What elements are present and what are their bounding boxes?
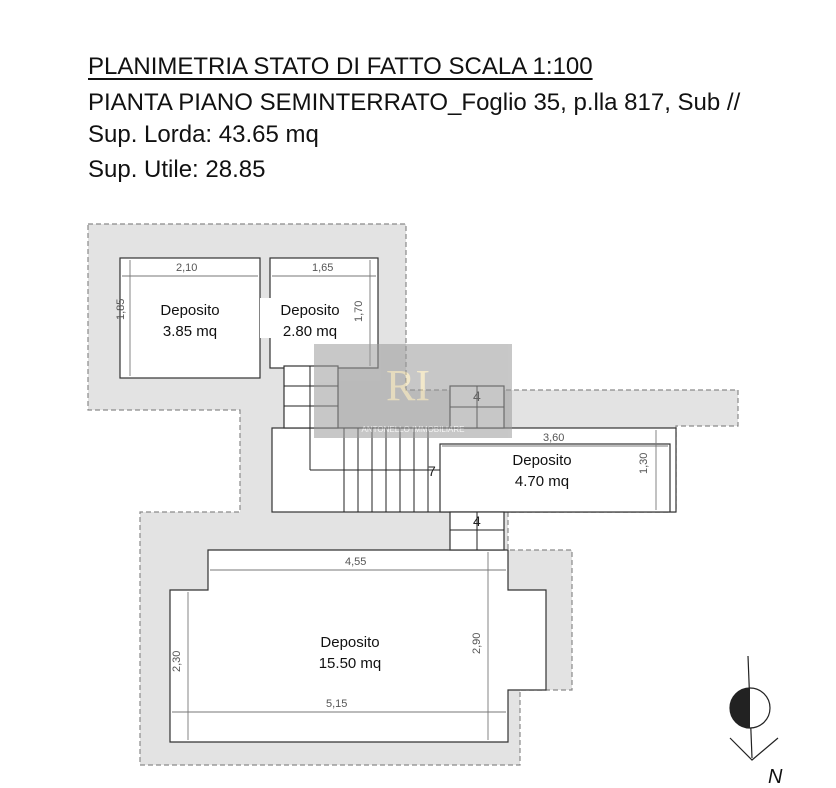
passage bbox=[260, 298, 272, 338]
watermark-caption: ANTONELLO IMMOBILIARE bbox=[361, 425, 465, 434]
gross-area: Sup. Lorda: 43.65 mq bbox=[88, 121, 319, 148]
north-arrow bbox=[730, 656, 778, 760]
dim-room4-width: 4,55 bbox=[345, 556, 367, 568]
watermark-mark: RI bbox=[386, 361, 430, 410]
plan-title: PLANIMETRIA STATO DI FATTO SCALA 1:100 bbox=[88, 53, 593, 80]
dim-room1-width: 2,10 bbox=[176, 262, 198, 274]
stair-arrow-label-2: 7 bbox=[428, 463, 436, 479]
plan-subtitle: PIANTA PIANO SEMINTERRATO_Foglio 35, p.lla 817, Sub // bbox=[88, 89, 741, 116]
dim-room1-height: 1,85 bbox=[115, 298, 127, 320]
dim-room4-height: 2,90 bbox=[471, 632, 483, 654]
net-area: Sup. Utile: 28.85 bbox=[88, 156, 266, 183]
north-label: N bbox=[768, 766, 783, 788]
dim-room4-height-left: 2,30 bbox=[171, 650, 183, 672]
stair-arrow-label-3: 4 bbox=[473, 513, 481, 529]
room1-area: 3.85 mq bbox=[162, 323, 218, 340]
dim-room4-width-bottom: 5,15 bbox=[326, 698, 348, 710]
dim-room3-height: 1,30 bbox=[638, 452, 650, 474]
room2-name: Deposito bbox=[280, 302, 340, 319]
room4-area: 15.50 mq bbox=[318, 655, 382, 672]
dim-room2-width: 1,65 bbox=[312, 262, 334, 274]
room1-name: Deposito bbox=[160, 302, 220, 319]
watermark-logo bbox=[314, 344, 512, 438]
room2-area: 2.80 mq bbox=[282, 323, 338, 340]
room3-area: 4.70 mq bbox=[514, 473, 570, 490]
room4-name: Deposito bbox=[320, 634, 380, 651]
dim-room3-width: 3,60 bbox=[543, 432, 565, 444]
room3-name: Deposito bbox=[512, 452, 572, 469]
dim-room2-height: 1,70 bbox=[353, 300, 365, 322]
